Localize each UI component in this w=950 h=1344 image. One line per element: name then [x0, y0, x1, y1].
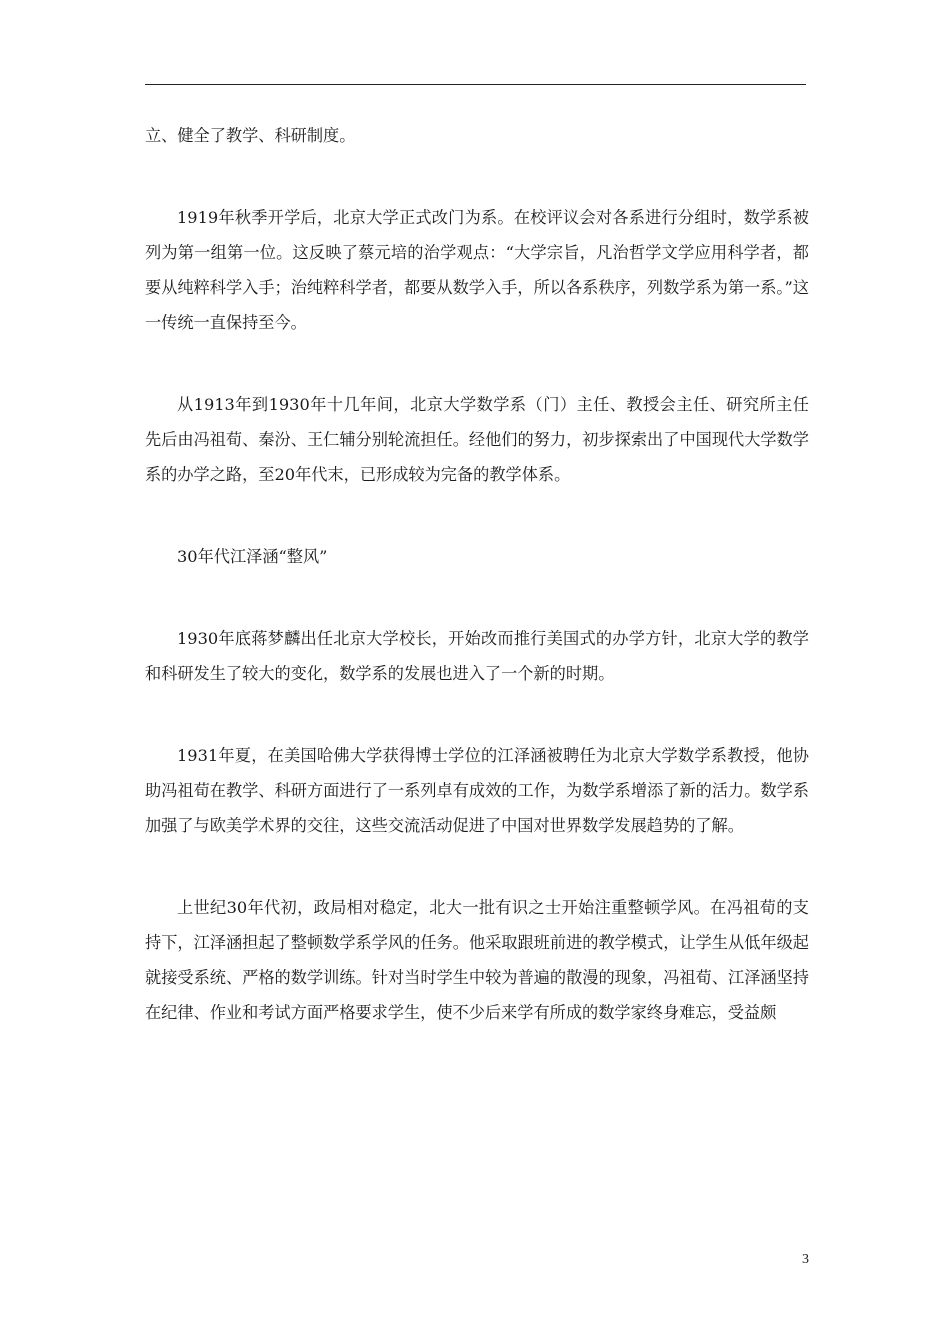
paragraph-1919: 1919年秋季开学后，北京大学正式改门为系。在校评议会对各系进行分组时，数学系被列为第一组第一位。这反映了蔡元培的治学观点：“大学宗旨，凡治哲学文学应用科学者，都要从纯粹科学入手；治纯粹科学者，都要从数学入手，所以各系秩序，列数学系为第一系。”这一传统一直保持至今。	[145, 208, 809, 332]
section-heading: 30年代江泽涵“整风”	[177, 547, 328, 566]
paragraph-1930: 1930年底蒋梦麟出任北京大学校长，开始改而推行美国式的办学方针，北京大学的教学和科研发生了较大的变化，数学系的发展也进入了一个新的时期。	[145, 629, 809, 683]
page-number: 3	[802, 1252, 809, 1267]
paragraph-30s: 上世纪30年代初，政局相对稳定，北大一批有识之士开始注重整顿学风。在冯祖荀的支持下，江泽涵担起了整顿数学系学风的任务。他采取跟班前进的教学模式，让学生从低年级起就接受系统、严格的数学训练。针对当时学生中较为普遍的散漫的现象，冯祖荀、江泽涵坚持在纪律、作业和考试方面严格要求学生，使不少后来学有所成的数学家终身难忘，受益颇	[145, 898, 809, 1022]
paragraph-continuation: 立、健全了教学、科研制度。	[145, 126, 356, 145]
paragraph-1931: 1931年夏，在美国哈佛大学获得博士学位的江泽涵被聘任为北京大学数学系教授，他协助冯祖荀在教学、科研方面进行了一系列卓有成效的工作，为数学系增添了新的活力。数学系加强了与欧美学术界的交往，这些交流活动促进了中国对世界数学发展趋势的了解。	[145, 746, 809, 835]
header-rule	[145, 84, 806, 85]
paragraph-1913-1930: 从1913年到1930年十几年间，北京大学数学系（门）主任、教授会主任、研究所主任先后由冯祖荀、秦汾、王仁辅分别轮流担任。经他们的努力，初步探索出了中国现代大学数学系的办学之路，至20年代末，已形成较为完备的教学体系。	[145, 395, 809, 484]
page-body	[145, 118, 809, 1077]
